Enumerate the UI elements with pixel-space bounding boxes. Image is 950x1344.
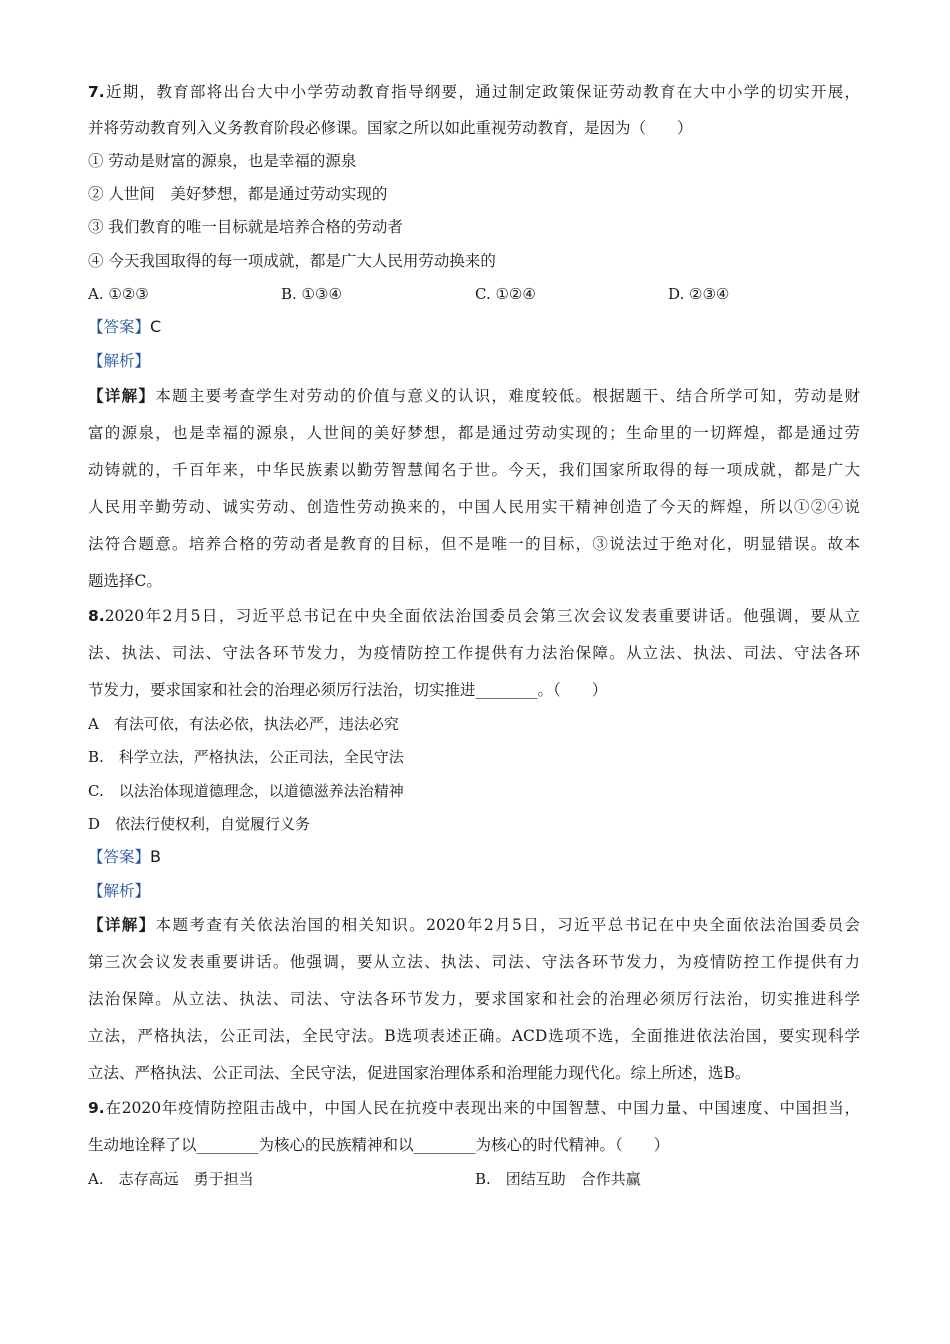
q9-stem-line2: 生动地诠释了以________为核心的民族精神和以________为核心的时代精神。（ ） xyxy=(88,1136,670,1154)
q8-answer-value: B xyxy=(150,847,161,866)
q8-detail-line5: 立法、严格执法、公正司法、全民守法，促进国家治理体系和治理能力现代化。综上所述，选B。 xyxy=(88,1064,751,1082)
q8-stem-line1: 8.2020年2月5日，习近平总书记在中央全面依法治国委员会第三次会议发表重要讲话。他强调，要从立 xyxy=(88,607,860,625)
q8-stem-line2: 法、执法、司法、守法各环节发力，为疫情防控工作提供有力法治保障。从立法、执法、司法、守法各环 xyxy=(88,644,860,662)
q8-answer xyxy=(88,847,161,867)
q7-option-d: D. ②③④ xyxy=(668,285,730,303)
q7-answer xyxy=(88,317,161,337)
detail-tag: 【详解】 xyxy=(88,915,156,934)
q8-option-c: C. 以法治体现道德理念，以道德滋养法治精神 xyxy=(88,782,404,800)
q8-detail-line3: 法治保障。从立法、执法、司法、守法各环节发力，要求国家和社会的治理必须厉行法治，切实推进科学 xyxy=(88,990,860,1008)
q8-stem-line3: 节发力，要求国家和社会的治理必须厉行法治，切实推进________。（ ） xyxy=(88,681,608,699)
q7-analysis-tag: 【解析】 xyxy=(88,352,151,370)
q9-option-a: A. 志存高远 勇于担当 xyxy=(88,1170,254,1188)
q7-answer-value: C xyxy=(150,317,162,336)
q7-detail-line1: 【详解】本题主要考查学生对劳动的价值与意义的认识，难度较低。根据题干、结合所学可知，劳动是财 xyxy=(88,386,860,405)
q8-number: 8. xyxy=(88,607,105,625)
q7-detail-line4: 人民用辛勤劳动、诚实劳动、创造性劳动换来的，中国人民用实干精神创造了今天的辉煌，所以①②④说 xyxy=(88,498,860,516)
detail-tag: 【详解】 xyxy=(88,386,156,405)
q7-stem-line2: 并将劳动教育列入义务教育阶段必修课。国家之所以如此重视劳动教育，是因为（ ） xyxy=(88,119,693,137)
q7-number: 7. xyxy=(88,83,105,101)
q7-statement-4: ④ 今天我国取得的每一项成就，都是广大人民用劳动换来的 xyxy=(88,252,496,270)
q8-detail-line1: 【详解】本题考查有关依法治国的相关知识。2020年2月5日，习近平总书记在中央全面依法治国委员会 xyxy=(88,915,860,934)
q7-option-c: C. ①②④ xyxy=(475,285,536,303)
q8-detail-line2: 第三次会议发表重要讲话。他强调，要从立法、执法、司法、守法各环节发力，为疫情防控工作提供有力 xyxy=(88,953,860,971)
q7-detail-line6: 题选择C。 xyxy=(88,572,162,590)
q7-statement-2: ② 人世间 美好梦想，都是通过劳动实现的 xyxy=(88,185,388,203)
q7-statement-1: ① 劳动是财富的源泉，也是幸福的源泉 xyxy=(88,152,357,170)
q7-detail-line3: 动铸就的，千百年来，中华民族素以勤劳智慧闻名于世。今天，我们国家所取得的每一项成就，都是广大 xyxy=(88,461,860,479)
q7-detail-line5: 法符合题意。培养合格的劳动者是教育的目标，但不是唯一的目标，③说法过于绝对化，明显错误。故本 xyxy=(88,535,860,553)
answer-tag: 【答案】 xyxy=(88,318,151,336)
q8-option-b: B. 科学立法，严格执法，公正司法，全民守法 xyxy=(88,748,404,766)
q9-stem-line1: 9.在2020年疫情防控阻击战中，中国人民在抗疫中表现出来的中国智慧、中国力量、中国速度、中国担当， xyxy=(88,1099,860,1117)
q8-detail-line4: 立法，严格执法，公正司法，全民守法。B选项表述正确。ACD选项不选，全面推进依法治国，要实现科学 xyxy=(88,1027,860,1045)
q8-analysis-tag: 【解析】 xyxy=(88,882,151,900)
q8-option-d: D 依法行使权利，自觉履行义务 xyxy=(88,815,311,833)
q7-stem-line1: 7.近期，教育部将出台大中小学劳动教育指导纲要，通过制定政策保证劳动教育在大中小学的切实开展， xyxy=(88,83,860,101)
q7-statement-3: ③ 我们教育的唯一目标就是培养合格的劳动者 xyxy=(88,218,403,236)
q7-detail-line2: 富的源泉，也是幸福的源泉，人世间的美好梦想，都是通过劳动实现的；生命里的一切辉煌，都是通过劳 xyxy=(88,424,860,442)
q9-option-b: B. 团结互助 合作共赢 xyxy=(475,1170,641,1188)
q7-option-b: B. ①③④ xyxy=(281,285,342,303)
q7-option-a: A. ①②③ xyxy=(88,285,149,303)
q8-option-a: A 有法可依，有法必依，执法必严，违法必究 xyxy=(88,715,399,733)
answer-tag: 【答案】 xyxy=(88,848,151,866)
q9-number: 9. xyxy=(88,1099,105,1117)
